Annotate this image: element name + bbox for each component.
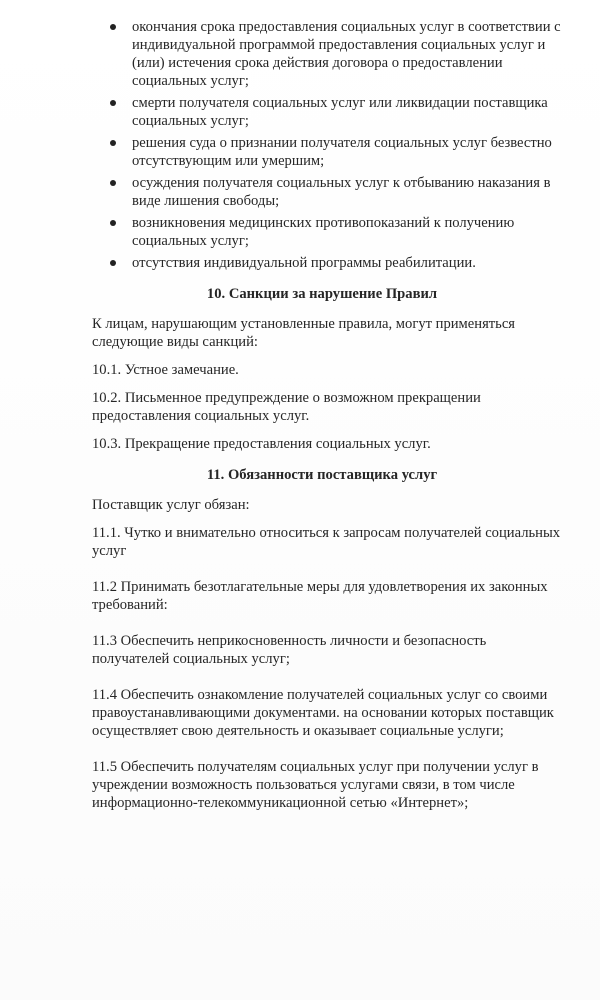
section-11-item: 11.2 Принимать безотлагательные меры для удовлетворения их законных требований: — [92, 579, 548, 613]
list-item-text: окончания срока предоставления социальных услуг в соответствии с индивидуальной программой предоставления социальных услуг и (или) истечения срока действия договора о предоставлении социальных услуг; — [132, 19, 561, 89]
bullet-icon — [110, 260, 116, 266]
list-item — [110, 214, 572, 250]
section-10-intro: К лицам, нарушающим установленные правила, могут применяться следующие виды санкций: — [92, 316, 516, 350]
section-11-item: 11.4 Обеспечить ознакомление получателей социальных услуг со своими правоустанавливающими документами. на основании которых поставщик осуществляет свою деятельность и оказывает социальные услуги; — [92, 687, 554, 739]
section-11-intro: Поставщик услуг обязан: — [92, 497, 250, 513]
list-item-text: осуждения получателя социальных услуг к отбыванию наказания в виде лишения свободы; — [132, 175, 551, 209]
list-item — [110, 18, 572, 90]
section-11-item: 11.5 Обеспечить получателям социальных услуг при получении услуг в учреждении возможность пользоваться услугами связи, в том числе информационно-телекоммуникационной сетью «Интернет»; — [92, 759, 539, 811]
list-item — [110, 134, 572, 170]
bullet-icon — [110, 24, 116, 30]
list-item-text: возникновения медицинских противопоказаний к получению социальных услуг; — [132, 215, 515, 249]
list-item-text: отсутствия индивидуальной программы реабилитации. — [132, 255, 476, 271]
section-11-title: 11. Обязанности поставщика услуг — [206, 467, 438, 483]
section-10-item: 10.1. Устное замечание. — [92, 362, 239, 378]
section-10-title: 10. Санкции за нарушение Правил — [206, 286, 438, 302]
section-11-item: 11.1. Чутко и внимательно относиться к запросам получателей социальных услуг — [92, 525, 561, 559]
list-item — [110, 174, 572, 210]
termination-reasons-list — [110, 18, 560, 272]
bullet-icon — [110, 140, 116, 146]
bullet-icon — [110, 180, 116, 186]
list-item — [110, 94, 572, 130]
section-10-item: 10.2. Письменное предупреждение о возможном прекращении предоставления социальных услуг. — [92, 390, 481, 424]
list-item — [110, 254, 572, 272]
section-10-item: 10.3. Прекращение предоставления социальных услуг. — [92, 436, 431, 452]
section-11-item: 11.3 Обеспечить неприкосновенность личности и безопасность получателей социальных услуг; — [92, 633, 487, 667]
bullet-icon — [110, 100, 116, 106]
list-item-text: решения суда о признании получателя социальных услуг безвестно отсутствующим или умершим; — [132, 135, 552, 169]
bullet-icon — [110, 220, 116, 226]
list-item-text: смерти получателя социальных услуг или ликвидации поставщика социальных услуг; — [132, 95, 548, 129]
